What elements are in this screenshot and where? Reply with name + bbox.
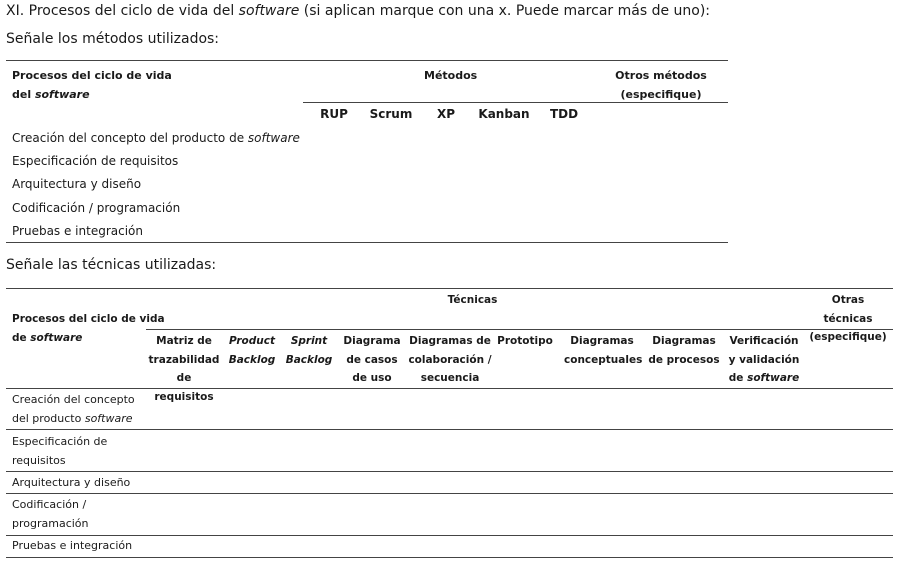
techniques-table-top-rule [6, 288, 893, 289]
methods-table-top-rule [6, 60, 728, 61]
methods-row: Creación del concepto del producto de software [12, 131, 300, 145]
technique-use-case-diagram: Diagrama de casos de uso [343, 335, 401, 384]
methods-prompt: Señale los métodos utilizados: [6, 31, 220, 47]
technique-prototype: Prototipo [497, 335, 553, 347]
row-divider [6, 471, 893, 472]
technique-conceptual-diagrams: Diagramas conceptuales [564, 335, 643, 366]
methods-row: Arquitectura y diseño [12, 177, 142, 191]
techniques-row: Creación del concepto del producto software [12, 393, 135, 425]
technique-traceability-matrix: Matriz de trazabilidad de requisitos [148, 335, 220, 403]
techniques-process-header: Procesos del ciclo de vida de software [12, 313, 165, 344]
method-scrum: Scrum [369, 107, 413, 121]
method-rup: RUP [320, 107, 348, 121]
methods-table-bottom-rule [6, 242, 728, 243]
technique-verification-validation: Verificación y validación de software [728, 335, 800, 384]
method-xp: XP [436, 107, 456, 121]
technique-collaboration-diagrams: Diagramas de colaboración / secuencia [408, 335, 492, 384]
technique-product-backlog: Product Backlog [228, 335, 276, 366]
methods-header: Métodos [424, 69, 478, 82]
method-tdd: TDD [549, 107, 579, 121]
techniques-row: Pruebas e integración [12, 539, 133, 552]
methods-row: Especificación de requisitos [12, 154, 179, 168]
technique-sprint-backlog: Sprint Backlog [285, 335, 333, 366]
techniques-table-bottom-rule [6, 557, 893, 558]
techniques-header-bottom-rule [6, 388, 893, 389]
methods-row: Codificación / programación [12, 201, 181, 215]
methods-subheader-rule [303, 102, 728, 103]
row-divider [6, 429, 893, 430]
techniques-row: Especificación de requisitos [12, 435, 108, 467]
other-techniques-header: Otras técnicas (especifique) [809, 294, 887, 343]
row-divider [6, 493, 893, 494]
technique-process-diagrams: Diagramas de procesos [648, 335, 720, 366]
methods-row: Pruebas e integración [12, 224, 143, 238]
section-title: XI. Procesos del ciclo de vida del software (si aplican marque con una x. Puede marcar más de uno): [6, 3, 711, 19]
methods-process-header: Procesos del ciclo de vida del software [12, 69, 172, 101]
other-methods-header: Otros métodos (especifique) [615, 69, 707, 101]
techniques-row: Arquitectura y diseño [12, 476, 131, 489]
techniques-row: Codificación / programación [12, 498, 89, 530]
techniques-subheader-rule [146, 329, 893, 330]
techniques-prompt: Señale las técnicas utilizadas: [6, 257, 217, 273]
row-divider [6, 535, 893, 536]
method-kanban: Kanban [478, 107, 530, 121]
techniques-header: Técnicas [447, 294, 498, 306]
